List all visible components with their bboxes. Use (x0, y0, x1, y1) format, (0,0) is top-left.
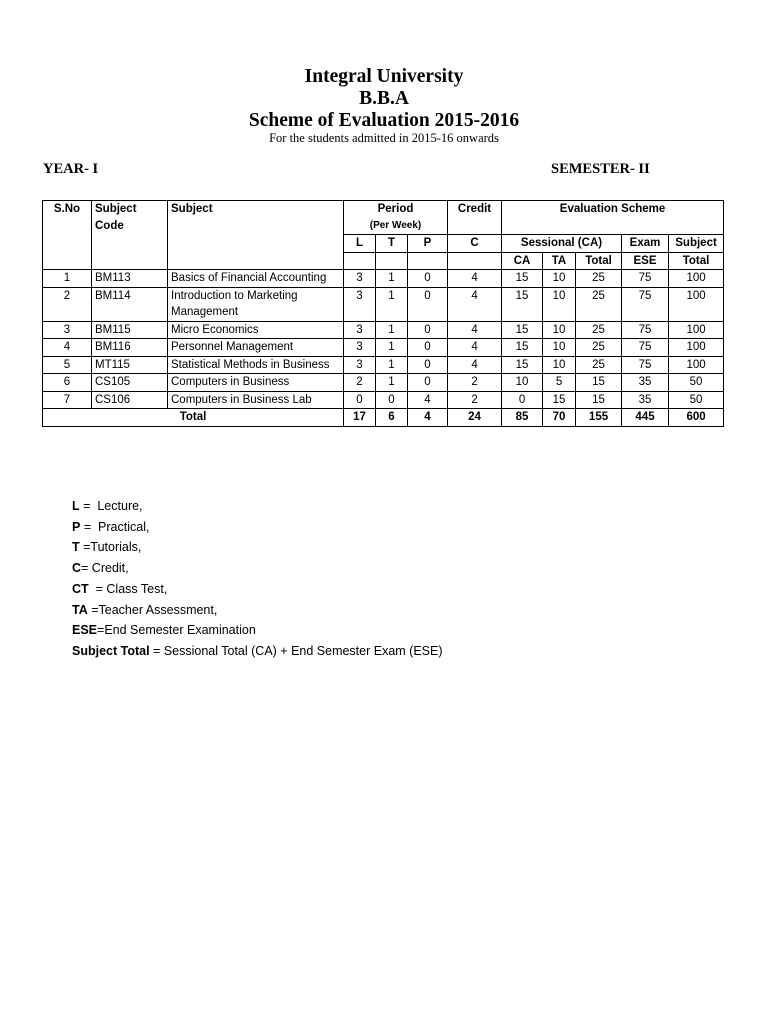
cell-C: 4 (448, 321, 502, 339)
cell-TA: 15 (543, 391, 576, 409)
header-blank-C (448, 252, 502, 270)
legend-line (72, 641, 443, 662)
totals-ESE: 445 (622, 409, 669, 427)
cell-total: 25 (576, 287, 622, 321)
legend-line (72, 579, 443, 600)
university-name: Integral University (304, 66, 464, 87)
cell-subject-total: 100 (669, 356, 724, 374)
cell-CA: 15 (502, 270, 543, 288)
totals-total: 155 (576, 409, 622, 427)
cell-code: MT115 (92, 356, 168, 374)
cell-C: 4 (448, 270, 502, 288)
cell-subject-total: 50 (669, 374, 724, 392)
header-sno: S.No (43, 201, 92, 270)
abbreviation-legend (72, 496, 443, 662)
cell-subject: Basics of Financial Accounting (168, 270, 344, 288)
cell-C: 2 (448, 374, 502, 392)
cell-ESE: 75 (622, 270, 669, 288)
cell-subject-total: 100 (669, 321, 724, 339)
legend-key: C (72, 561, 82, 576)
header-subject-total-1: Subject (669, 235, 724, 253)
header-total: Total (576, 252, 622, 270)
header-blank-L (344, 252, 376, 270)
header-subject-total-2: Total (669, 252, 724, 270)
legend-key: TA (72, 602, 88, 617)
legend-definition: =Tutorials, (79, 540, 142, 555)
cell-L: 3 (344, 356, 376, 374)
cell-CA: 15 (502, 356, 543, 374)
cell-total: 25 (576, 356, 622, 374)
cell-TA: 10 (543, 356, 576, 374)
cell-C: 4 (448, 339, 502, 357)
legend-line (72, 620, 443, 641)
cell-subject-total: 100 (669, 270, 724, 288)
totals-TA: 70 (543, 409, 576, 427)
cell-ESE: 75 (622, 339, 669, 357)
cell-TA: 10 (543, 270, 576, 288)
cell-sno: 1 (43, 270, 92, 288)
cell-T: 1 (376, 287, 408, 321)
totals-label: Total (43, 409, 344, 427)
legend-line (72, 537, 443, 558)
cell-L: 3 (344, 321, 376, 339)
cell-TA: 10 (543, 287, 576, 321)
cell-ESE: 35 (622, 391, 669, 409)
cell-C: 2 (448, 391, 502, 409)
cell-P: 4 (408, 391, 448, 409)
cell-P: 0 (408, 374, 448, 392)
cell-subject: Statistical Methods in Business (168, 356, 344, 374)
table-foot (43, 409, 724, 427)
legend-definition: = Lecture, (79, 499, 143, 513)
legend-key: T (72, 540, 80, 555)
cell-sno: 7 (43, 391, 92, 409)
cell-code: BM113 (92, 270, 168, 288)
year-label: YEAR- I (43, 161, 99, 177)
program-name: B.B.A (359, 88, 409, 109)
cell-CA: 15 (502, 339, 543, 357)
cell-total: 15 (576, 374, 622, 392)
header-row-1 (43, 201, 724, 235)
table-row (43, 391, 724, 409)
legend-definition: = Sessional Total (CA) + End Semester Exam (ESE) (149, 643, 443, 658)
header-TA: TA (543, 252, 576, 270)
header-credit: Credit (448, 201, 502, 235)
header-per-week: (Per Week) (369, 219, 422, 231)
cell-C: 4 (448, 356, 502, 374)
cell-sno: 6 (43, 374, 92, 392)
cell-CA: 15 (502, 321, 543, 339)
cell-CA: 0 (502, 391, 543, 409)
cell-ESE: 75 (622, 356, 669, 374)
legend-key: L (72, 499, 80, 513)
totals-row (43, 409, 724, 427)
cell-P: 0 (408, 287, 448, 321)
table-row (43, 321, 724, 339)
cell-L: 0 (344, 391, 376, 409)
header-evaluation-scheme: Evaluation Scheme (502, 201, 724, 235)
legend-key: P (72, 519, 81, 534)
header-blank-T (376, 252, 408, 270)
header-subject-code: Subject Code (92, 201, 168, 270)
table-row (43, 287, 724, 321)
cell-L: 2 (344, 374, 376, 392)
cell-subject-total: 50 (669, 391, 724, 409)
cell-T: 1 (376, 356, 408, 374)
header-blank-P (408, 252, 448, 270)
cell-subject: Computers in Business (168, 374, 344, 392)
cell-code: BM116 (92, 339, 168, 357)
table-row (43, 356, 724, 374)
cell-sno: 2 (43, 287, 92, 321)
header-subject: Subject (168, 201, 344, 270)
cell-T: 1 (376, 270, 408, 288)
cell-subject: Introduction to Marketing Management (168, 287, 344, 321)
cell-TA: 5 (543, 374, 576, 392)
cell-total: 25 (576, 270, 622, 288)
legend-key: CT (72, 581, 89, 596)
header-CA: CA (502, 252, 543, 270)
cell-ESE: 35 (622, 374, 669, 392)
cell-T: 1 (376, 321, 408, 339)
cell-code: CS106 (92, 391, 168, 409)
header-T: T (376, 235, 408, 253)
cell-sno: 3 (43, 321, 92, 339)
legend-definition: =End Semester Examination (97, 623, 256, 638)
cell-P: 0 (408, 321, 448, 339)
cell-T: 1 (376, 374, 408, 392)
cell-P: 0 (408, 270, 448, 288)
cell-total: 25 (576, 339, 622, 357)
cell-subject-total: 100 (669, 339, 724, 357)
cell-CA: 10 (502, 374, 543, 392)
header-P: P (408, 235, 448, 253)
legend-definition: = Credit, (81, 561, 129, 576)
table-row (43, 270, 724, 288)
cell-sno: 5 (43, 356, 92, 374)
legend-line (72, 600, 443, 621)
scheme-title: Scheme of Evaluation 2015-2016 (248, 110, 520, 131)
cell-C: 4 (448, 287, 502, 321)
cell-subject-total: 100 (669, 287, 724, 321)
cell-ESE: 75 (622, 287, 669, 321)
table-head (43, 201, 724, 270)
cell-code: CS105 (92, 374, 168, 392)
cell-T: 1 (376, 339, 408, 357)
cell-L: 3 (344, 270, 376, 288)
totals-P: 4 (408, 409, 448, 427)
header-period (344, 201, 448, 235)
legend-line (72, 517, 443, 538)
legend-key: ESE (72, 623, 98, 638)
cell-L: 3 (344, 339, 376, 357)
cell-TA: 10 (543, 339, 576, 357)
totals-subject-total: 600 (669, 409, 724, 427)
cell-code: BM115 (92, 321, 168, 339)
legend-definition: = Practical, (80, 519, 150, 534)
header-sessional: Sessional (CA) (502, 235, 622, 253)
cell-total: 15 (576, 391, 622, 409)
cell-sno: 4 (43, 339, 92, 357)
table-row (43, 339, 724, 357)
totals-L: 17 (344, 409, 376, 427)
legend-line (72, 558, 443, 579)
legend-definition: = Class Test, (88, 581, 168, 596)
cell-ESE: 75 (622, 321, 669, 339)
header-period-label: Period (377, 203, 414, 215)
header-ESE: ESE (622, 252, 669, 270)
cell-CA: 15 (502, 287, 543, 321)
semester-label: SEMESTER- II (551, 161, 650, 177)
header-exam: Exam (622, 235, 669, 253)
document-header (0, 66, 768, 145)
cell-code: BM114 (92, 287, 168, 321)
cell-total: 25 (576, 321, 622, 339)
cell-L: 3 (344, 287, 376, 321)
admission-subtitle: For the students admitted in 2015-16 onwards (269, 131, 499, 145)
evaluation-table (42, 200, 724, 427)
totals-CA: 85 (502, 409, 543, 427)
cell-subject: Personnel Management (168, 339, 344, 357)
legend-definition: =Teacher Assessment, (87, 602, 218, 617)
table-body (43, 270, 724, 409)
header-L: L (344, 235, 376, 253)
legend-key: Subject Total (72, 643, 150, 658)
cell-P: 0 (408, 339, 448, 357)
cell-T: 0 (376, 391, 408, 409)
header-C: C (448, 235, 502, 253)
totals-C: 24 (448, 409, 502, 427)
totals-T: 6 (376, 409, 408, 427)
cell-P: 0 (408, 356, 448, 374)
cell-TA: 10 (543, 321, 576, 339)
table-row (43, 374, 724, 392)
cell-subject: Computers in Business Lab (168, 391, 344, 409)
cell-subject: Micro Economics (168, 321, 344, 339)
legend-line (72, 496, 443, 517)
